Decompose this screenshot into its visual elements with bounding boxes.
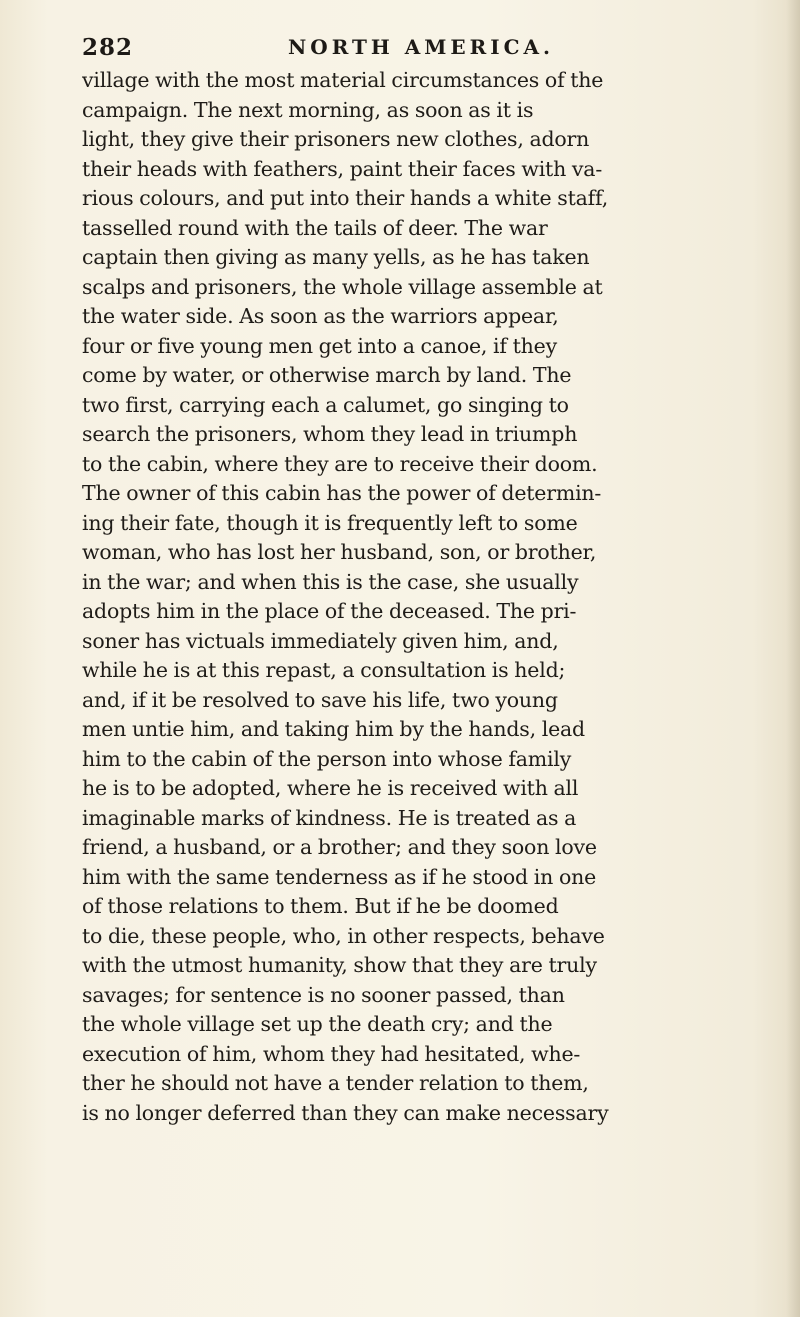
body-text [82, 66, 772, 1128]
text-line: come by water, or otherwise march by land. The [82, 363, 572, 387]
text-line: captain then giving as many yells, as he has taken [82, 245, 590, 269]
text-line: men untie him, and taking him by the hands, lead [82, 717, 585, 741]
text-line: savages; for sentence is no sooner passed, than [82, 982, 565, 1007]
text-line: two first, carrying each a calumet, go singing to [82, 392, 569, 417]
text-line: him to the cabin of the person into whose family [82, 746, 572, 771]
text-line: ing their fate, though it is frequently left to some [82, 510, 578, 535]
text-line: adopts him in the place of the deceased. The pri- [82, 599, 577, 623]
text-line: campaign. The next morning, as soon as it is [82, 97, 534, 122]
text-line: ther he should not have a tender relation to them, [82, 1071, 589, 1095]
text-line: and, if it be resolved to save his life, two young [82, 687, 558, 712]
text-line: four or five young men get into a canoe, if they [82, 333, 557, 358]
text-line: the whole village set up the death cry; and the [82, 1012, 553, 1036]
text-line: him with the same tenderness as if he stood in one [82, 864, 597, 889]
text-line: scalps and prisoners, the whole village assemble at [82, 274, 603, 299]
text-line: The owner of this cabin has the power of determin- [82, 481, 602, 505]
text-line: while he is at this repast, a consultation is held; [82, 658, 566, 682]
text-line: their heads with feathers, paint their faces with va- [82, 156, 603, 181]
text-line: is no longer deferred than they can make necessary [82, 1100, 609, 1125]
text-line: to die, these people, who, in other respects, behave [82, 923, 605, 948]
text-line: to the cabin, where they are to receive their doom. [82, 451, 598, 476]
page-number: 282 [82, 34, 134, 61]
text-line: light, they give their prisoners new clothes, adorn [82, 127, 590, 151]
text-line: the water side. As soon as the warriors appear, [82, 304, 559, 328]
running-head: NORTH AMERICA. [288, 35, 554, 59]
text-line: with the utmost humanity, show that they are truly [82, 953, 597, 977]
page-edge-shadow [786, 0, 800, 1317]
text-line: search the prisoners, whom they lead in triumph [82, 422, 578, 446]
page-header [82, 6, 762, 61]
text-line: execution of him, whom they had hesitated, whe- [82, 1041, 581, 1066]
text-line: soner has victuals immediately given him, and, [82, 628, 559, 653]
text-line: village with the most material circumstances of the [82, 68, 604, 92]
text-line: friend, a husband, or a brother; and they soon love [82, 835, 597, 859]
text-line: in the war; and when this is the case, she usually [82, 569, 579, 594]
text-line: of those relations to them. But if he be doomed [82, 894, 559, 918]
text-line: he is to be adopted, where he is received with all [82, 776, 579, 800]
text-line: rious colours, and put into their hands a white staff, [82, 186, 609, 210]
text-line: tasselled round with the tails of deer. The war [82, 215, 548, 240]
text-line: imaginable marks of kindness. He is treated as a [82, 805, 577, 830]
text-line: woman, who has lost her husband, son, or brother, [82, 540, 597, 564]
